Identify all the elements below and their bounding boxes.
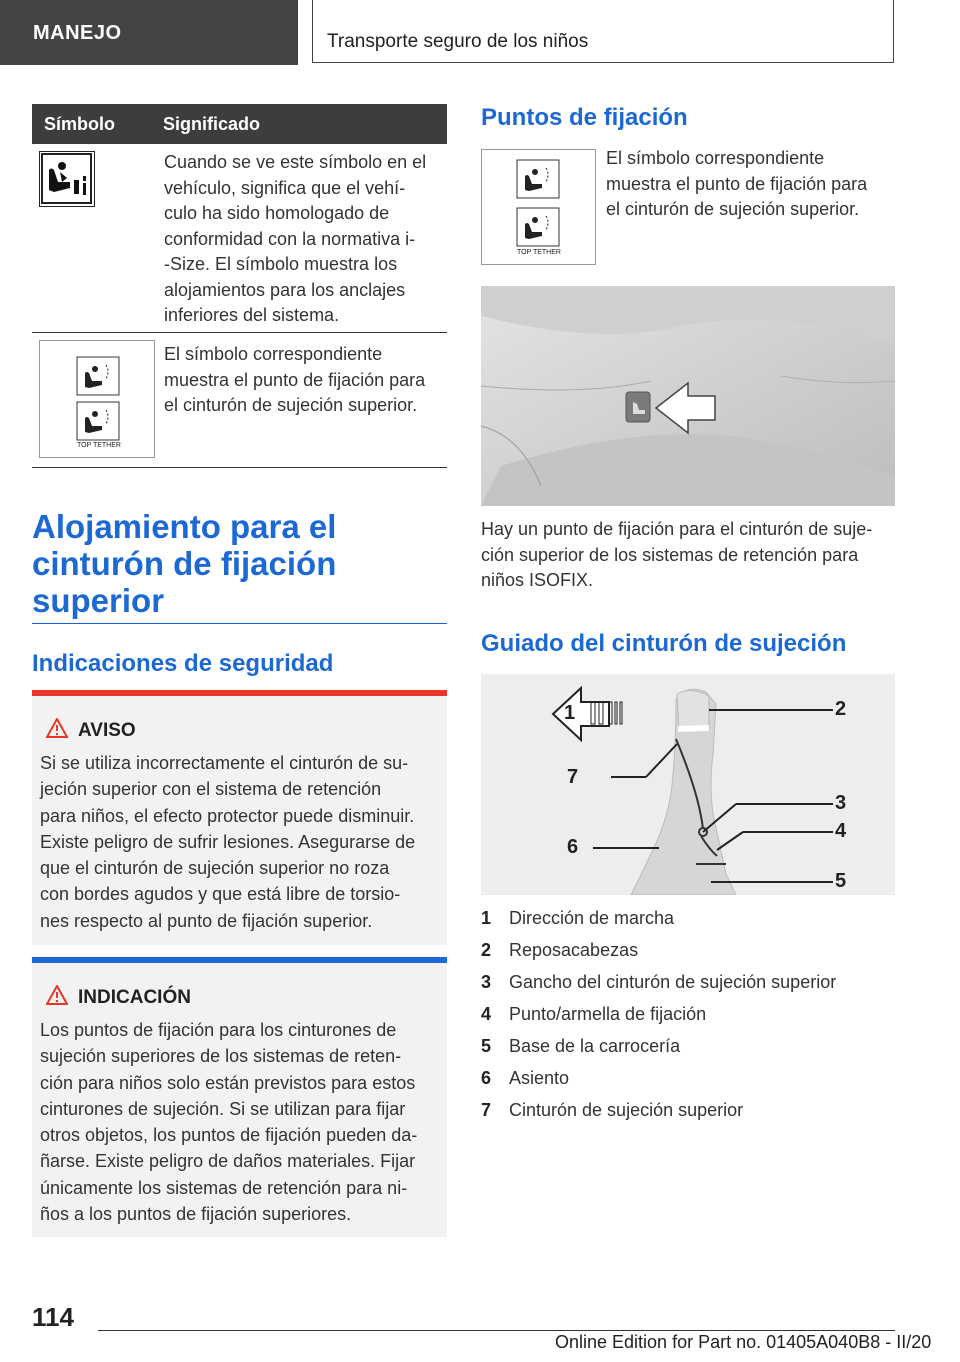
- legend-number: 3: [481, 972, 492, 992]
- header-section: MANEJO: [33, 22, 122, 44]
- legend-text: Base de la carrocería: [509, 1036, 681, 1056]
- section-title-line: cinturón de fijación: [32, 545, 337, 582]
- note-line: Los puntos de fijación para los cinturones de: [40, 1020, 397, 1040]
- warning-text: [40, 750, 445, 934]
- page-number: 114: [32, 1302, 74, 1332]
- isize-isofix-icon: [39, 151, 95, 207]
- warning-triangle-icon: [46, 985, 68, 1010]
- header-section-tab: [0, 0, 298, 65]
- warning-line: jeción superior con el sistema de retención: [40, 779, 382, 800]
- note-line: únicamente los sistemas de retención para ni-: [40, 1177, 408, 1198]
- table-divider: [32, 332, 447, 333]
- col-symbol-header: Símbolo: [44, 114, 115, 134]
- title-rule: [32, 623, 447, 624]
- legend-text: Cinturón de sujeción superior: [509, 1100, 744, 1120]
- diagram-label-4: 4: [835, 820, 847, 842]
- warning-line: nes respecto al punto de fijación superior.: [40, 910, 373, 931]
- note-line: ños a los puntos de fijación superiores.: [40, 1204, 352, 1225]
- section2-title: Puntos de fijación: [481, 104, 688, 131]
- row1-line: culo ha sido homologado de: [164, 203, 390, 223]
- note-line: sujeción superiores de los sistemas de reten-: [40, 1046, 402, 1067]
- section2-paragraph: [481, 517, 901, 594]
- warning-bar: [32, 690, 447, 696]
- legend-text: Dirección de marcha: [509, 908, 675, 928]
- diagram-label-2: 2: [835, 698, 847, 720]
- diagram-label-6: 6: [567, 836, 579, 858]
- warning-line: para niños, el efecto protector puede disminuir.: [40, 805, 415, 826]
- row1-line: alojamientos para los anclajes: [164, 279, 406, 300]
- legend-item: [481, 1100, 901, 1132]
- table-divider: [32, 467, 447, 468]
- legend-item: [481, 972, 901, 1004]
- row2-line: El símbolo correspondiente: [164, 344, 383, 364]
- note-box: [32, 957, 447, 1237]
- top-tether-icon-box-2: [481, 149, 596, 265]
- legend-number: 4: [481, 1004, 492, 1024]
- warning-icon: [46, 718, 68, 743]
- legend-item: [481, 1036, 901, 1068]
- diagram-label-7: 7: [567, 766, 579, 788]
- para-line: Hay un punto de fijación para el cinturón de suje-: [481, 519, 873, 539]
- section-title-line: superior: [32, 582, 165, 619]
- legend-number: 1: [481, 908, 492, 928]
- diagram-label-5: 5: [835, 870, 847, 892]
- warning-box: [32, 690, 447, 945]
- note-line: ñarse. Existe peligro de daños materiales. Fijar: [40, 1151, 416, 1172]
- warning-line: con bordes agudos y que está libre de torsio-: [40, 884, 401, 905]
- top-tether-label: TOP TETHER: [517, 249, 561, 256]
- row1-line: inferiores del sistema.: [164, 305, 340, 325]
- warning-line: Existe peligro de sufrir lesiones. Asegurarse de: [40, 831, 416, 852]
- note-text: [40, 1017, 445, 1227]
- footer-rule: [98, 1330, 895, 1331]
- note-line: cinturones de sujeción. Si se utilizan para fijar: [40, 1098, 406, 1119]
- header-topic: Transporte seguro de los niños: [327, 31, 589, 52]
- icon-text-line: El símbolo correspondiente: [606, 148, 825, 168]
- legend-text: Gancho del cinturón de sujeción superior: [509, 972, 837, 992]
- section-title-line: Alojamiento para el: [32, 508, 337, 545]
- header-topic-box: [312, 0, 894, 63]
- note-title: INDICACIÓN: [78, 987, 191, 1008]
- legend-item: [481, 940, 901, 972]
- tether-anchor-photo: [481, 286, 895, 506]
- legend-number: 6: [481, 1068, 492, 1088]
- legend-text: Reposacabezas: [509, 940, 639, 960]
- diagram-label-3: 3: [835, 792, 847, 814]
- subsection-title: Indicaciones de seguridad: [32, 650, 334, 677]
- top-tether-label: TOP TETHER: [77, 442, 121, 449]
- warning-title: AVISO: [78, 720, 136, 741]
- legend-item: [481, 1068, 901, 1100]
- warning-line: Si se utiliza incorrectamente el cinturón de su-: [40, 753, 409, 773]
- belt-routing-diagram: [481, 674, 895, 895]
- row1-line: vehículo, significa que el vehí-: [164, 177, 406, 198]
- note-line: ción para niños solo están previstos para estos: [40, 1072, 416, 1093]
- para-line: niños ISOFIX.: [481, 570, 594, 590]
- row1-line: -Size. El símbolo muestra los: [164, 254, 398, 274]
- col-meaning-header: Significado: [163, 114, 261, 134]
- row1-line: conformidad con la normativa i-: [164, 228, 416, 249]
- table-row-1-meaning: [164, 150, 449, 329]
- table-row-2-meaning: [164, 342, 449, 419]
- note-bar: [32, 957, 447, 963]
- note-line: otros objetos, los puntos de fijación pueden da-: [40, 1125, 418, 1146]
- legend-text: Asiento: [509, 1068, 570, 1088]
- section-title: [32, 508, 447, 619]
- section3-title: Guiado del cinturón de sujeción: [481, 630, 847, 657]
- legend-text: Punto/armella de fijación: [509, 1004, 707, 1024]
- legend-number: 7: [481, 1100, 492, 1120]
- para-line: ción superior de los sistemas de retención para: [481, 544, 859, 565]
- legend-item: [481, 908, 901, 940]
- legend-item: [481, 1004, 901, 1036]
- diagram-legend: [481, 908, 901, 1132]
- icon-text-line: muestra el punto de fijación para: [606, 173, 868, 194]
- row1-line: Cuando se ve este símbolo en el: [164, 152, 427, 172]
- icon-text-line: el cinturón de sujeción superior.: [606, 199, 860, 219]
- legend-number: 5: [481, 1036, 492, 1056]
- top-tether-icon-box: [39, 340, 155, 458]
- diagram-label-1: 1: [564, 702, 576, 724]
- warning-line: que el cinturón de sujeción superior no roza: [40, 858, 390, 879]
- legend-number: 2: [481, 940, 492, 960]
- footer-edition: Online Edition for Part no. 01405A040B8 - II/20: [555, 1332, 932, 1352]
- row2-line: el cinturón de sujeción superior.: [164, 395, 418, 415]
- section2-icon-text: [606, 146, 896, 223]
- table-header: [32, 104, 447, 144]
- row2-line: muestra el punto de fijación para: [164, 369, 426, 390]
